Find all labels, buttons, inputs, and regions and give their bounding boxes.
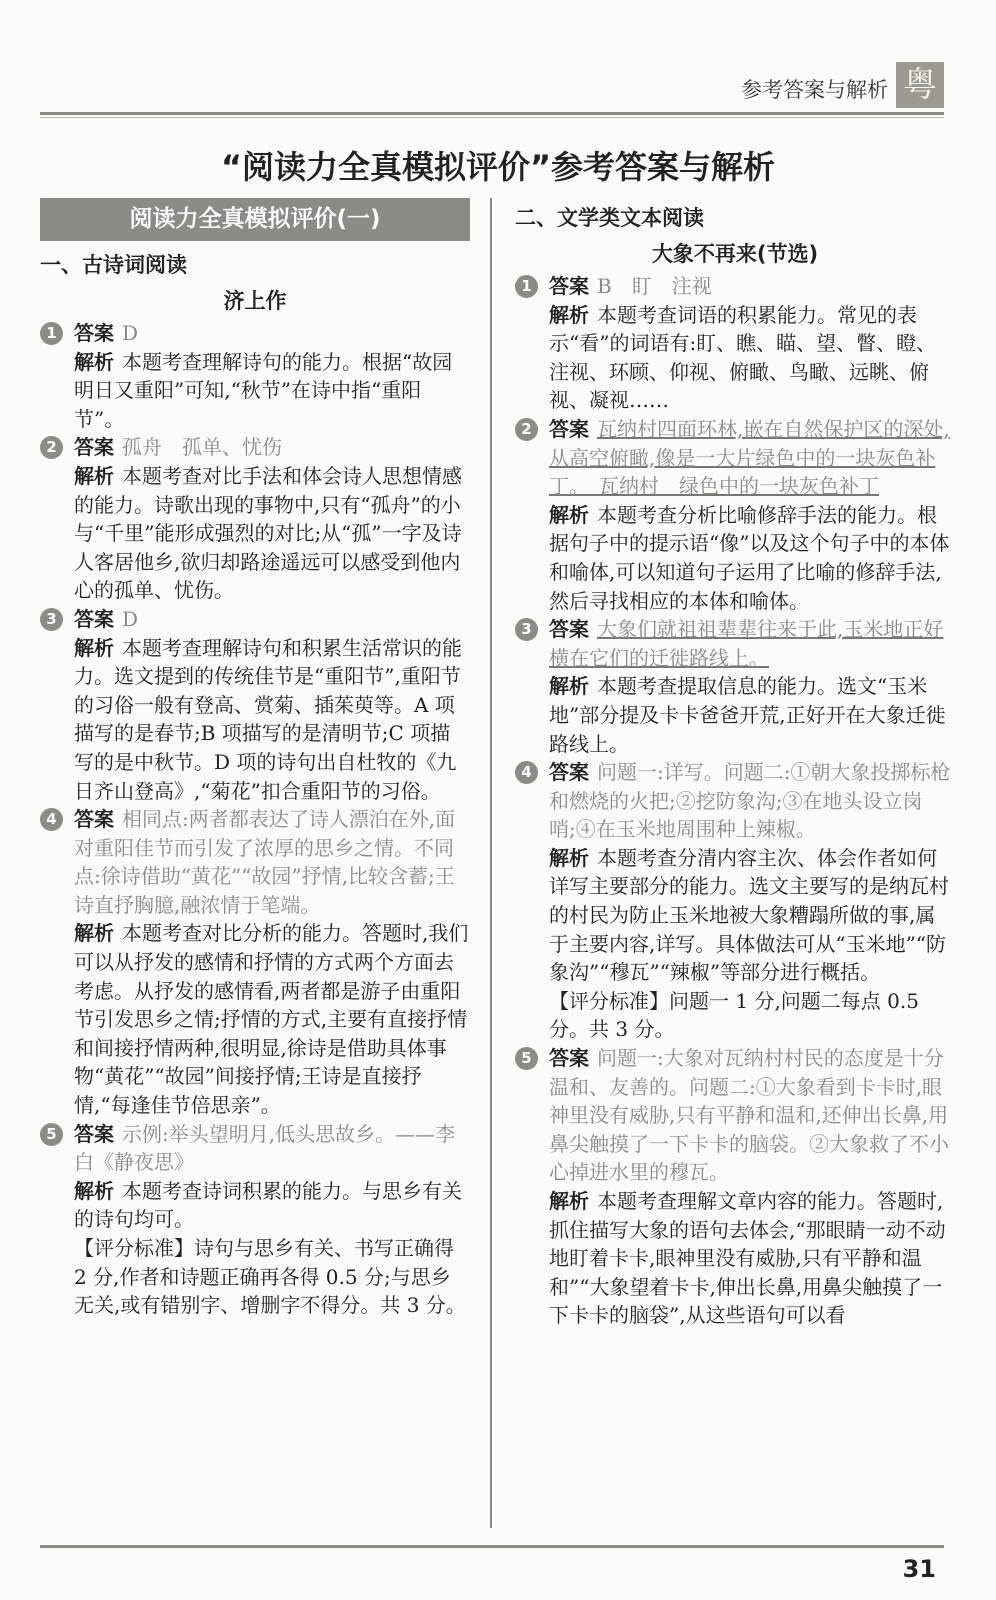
- question-number-badge: 1: [40, 322, 63, 345]
- explain-label: 解析: [74, 1178, 114, 1203]
- answer-item-1: [40, 319, 470, 433]
- answer-label: 答案: [549, 1046, 589, 1071]
- scoring-standard: 【评分标准】诗句与思乡有关、书写正确得 2 分,作者和诗题正确再各得 0.5 分;与思乡无关,或有错别字、增删字不得分。共 3 分。: [74, 1236, 466, 1318]
- explain-text: 本题考查对比分析的能力。答题时,我们可以从抒发的感情和抒情的方式两个方面去考虑。从抒发的感情看,两者都是游子由重阳节引发思乡之情;抒情的方式,主要有直接抒情和间接抒情两种,很明显,徐诗是借助具体事物“黄花”“故园”间接抒情;王诗是直接抒情,“每逢佳节倍思亲”。: [74, 921, 469, 1118]
- answer-label: 答案: [549, 760, 589, 785]
- question-number-badge: 2: [40, 436, 63, 459]
- answer-text: 问题一:详写。问题二:①朝大象投掷标枪和燃烧的火把;②挖防象沟;③在地头设立岗哨;④在玉米地周围种上辣椒。: [549, 760, 951, 842]
- answer-text: 瓦纳村四面环林,嵌在自然保护区的深处,从高空俯瞰,像是一大片绿色中的一块灰色补丁。 瓦纳村 绿色中的一块灰色补丁: [549, 416, 950, 499]
- answer-text: 孤舟 孤单、忧伤: [122, 435, 282, 460]
- right-column: [515, 198, 955, 1330]
- answer-item-2: [40, 433, 470, 605]
- question-number-badge: 2: [515, 418, 538, 441]
- left-column: [40, 198, 470, 1320]
- explain-label: 解析: [549, 302, 589, 327]
- explain-label: 解析: [74, 349, 114, 374]
- answer-item-4: [40, 805, 470, 1120]
- explain-text: 本题考查诗词积累的能力。与思乡有关的诗句均可。: [74, 1178, 462, 1232]
- question-number-badge: 1: [515, 275, 538, 298]
- explain-text: 本题考查分清内容主次、体会作者如何详写主要部分的能力。选文主要写的是纳瓦村的村民为防止玉米地被大象糟蹋所做的事,属于主要内容,详写。具体做法可从“玉米地”“防象沟”“穆瓦”“辣椒”等部分进行概括。: [549, 845, 949, 985]
- answer-item-2: [515, 415, 955, 615]
- explain-label: 解析: [549, 845, 589, 870]
- explain-text: 本题考查提取信息的能力。选文“玉米地”部分提及卡卡爸爸开荒,正好开在大象迁徙路线上。: [549, 674, 946, 756]
- explain-text: 本题考查分析比喻修辞手法的能力。根据句子中的提示语“像”以及这个句子中的本体和喻体,可以知道句子运用了比喻的修辞手法,然后寻找相应的本体和喻体。: [549, 502, 950, 613]
- answer-item-5: [40, 1120, 470, 1320]
- answer-label: 答案: [549, 274, 589, 298]
- question-number-badge: 4: [515, 761, 538, 784]
- explain-text: 本题考查词语的积累能力。常见的表示“看”的词语有:盯、瞧、瞄、望、瞥、瞪、注视、环顾、仰视、俯瞰、鸟瞰、远眺、俯视、凝视……: [549, 302, 937, 413]
- header-rule: [40, 112, 944, 115]
- question-number-badge: 3: [40, 608, 63, 631]
- answer-label: 答案: [74, 321, 114, 345]
- question-number-badge: 5: [40, 1123, 63, 1146]
- page-number: 31: [902, 1555, 936, 1583]
- footer-rule: [40, 1545, 944, 1548]
- header-rule-thin: [40, 117, 944, 118]
- answer-text: D: [122, 606, 139, 631]
- explain-label: 解析: [549, 502, 589, 527]
- poem-title: 济上作: [223, 289, 287, 313]
- answer-item-3: [515, 615, 955, 758]
- explain-label: 解析: [549, 674, 589, 699]
- scoring-standard: 【评分标准】问题一 1 分,问题二每点 0.5 分。共 3 分。: [549, 988, 919, 1042]
- answer-item-1: [515, 272, 955, 415]
- header-section-title: 参考答案与解析: [741, 78, 888, 102]
- answer-item-5: [515, 1044, 955, 1330]
- answer-text: 大象们就祖祖辈辈往来于此,玉米地正好横在它们的迁徙路线上。: [549, 617, 944, 670]
- page-title: “阅读力全真模拟评价”参考答案与解析: [220, 148, 776, 186]
- answer-label: 答案: [74, 435, 114, 460]
- answer-label: 答案: [549, 617, 589, 642]
- section-heading-literature: 二、文学类文本阅读: [515, 206, 704, 230]
- answer-text: 示例:举头望明月,低头思故乡。——李白《静夜思》: [74, 1121, 456, 1175]
- answer-item-3: [40, 605, 470, 805]
- explain-text: 本题考查理解文章内容的能力。答题时,抓住描写大象的语句去体会,“那眼睛一动不动地盯着卡卡,眼神里没有威胁,只有平静和温和”“大象望着卡卡,伸出长鼻,用鼻尖触摸了一下卡卡的脑袋”,从这些语句可以看: [549, 1189, 946, 1328]
- answer-text: B 盯 注视: [597, 274, 712, 298]
- evaluation-banner: 阅读力全真模拟评价(一): [40, 198, 470, 241]
- header-region-mark: 粤: [896, 62, 944, 108]
- answer-label: 答案: [74, 606, 114, 631]
- explain-label: 解析: [74, 463, 114, 488]
- column-divider: [490, 198, 492, 1528]
- section-heading-poetry: 一、古诗词阅读: [40, 253, 187, 277]
- question-number-badge: 4: [40, 808, 63, 831]
- explain-label: 解析: [74, 635, 114, 660]
- answer-label: 答案: [74, 1121, 114, 1146]
- answer-text: 相同点:两者都表达了诗人漂泊在外,面对重阳佳节而引发了浓厚的思乡之情。不同点:徐诗借助“黄花”“故园”抒情,比较含蓄;王诗直抒胸臆,融浓情于笔端。: [74, 807, 456, 917]
- explain-label: 解析: [549, 1189, 589, 1213]
- answer-label: 答案: [74, 807, 114, 832]
- answer-label: 答案: [549, 416, 589, 441]
- answer-text: D: [122, 321, 139, 345]
- explain-label: 解析: [74, 921, 114, 946]
- answer-text: 问题一:大象对瓦纳村村民的态度是十分温和、友善的。问题二:①大象看到卡卡时,眼神里没有威胁,只有平静和温和,还伸出长鼻,用鼻尖触摸了一下卡卡的脑袋。②大象救了不小心掉进水里的穆瓦。: [549, 1046, 949, 1185]
- explain-text: 本题考查理解诗句和积累生活常识的能力。选文提到的传统佳节是“重阳节”,重阳节的习俗一般有登高、赏菊、插茱萸等。A 项描写的是春节;B 项描写的是清明节;C 项描写的是中秋节。D 项的诗句出自杜牧的《九日齐山登高》,“菊花”扣合重阳节的习俗。: [74, 635, 462, 803]
- question-number-badge: 5: [515, 1047, 538, 1070]
- explain-text: 本题考查对比手法和体会诗人思想情感的能力。诗歌出现的事物中,只有“孤舟”的小与“千里”能形成强烈的对比;从“孤”一字及诗人客居他乡,欲归却路途遥远可以感受到他内心的孤单、忧伤。: [74, 463, 462, 603]
- question-number-badge: 3: [515, 618, 538, 641]
- explain-text: 本题考查理解诗句的能力。根据“故园明日又重阳”可知,“秋节”在诗中指“重阳节”。: [74, 349, 453, 431]
- article-title: 大象不再来(节选): [651, 242, 819, 266]
- answer-item-4: [515, 758, 955, 1044]
